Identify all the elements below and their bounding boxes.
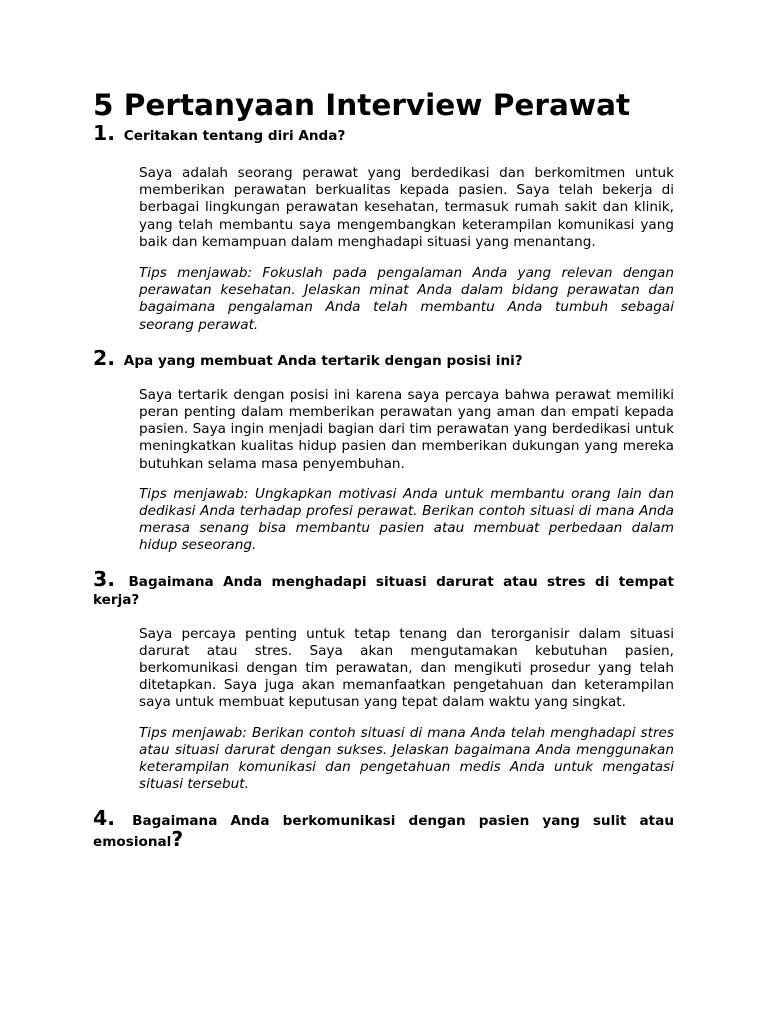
answer-2: Saya tertarik dengan posisi ini karena saya percaya bahwa perawat memiliki peran penting dalam memberikan perawatan yang aman dan empati kepada pasien. Saya ingin menjadi bagian dari tim perawatan yang berdedikasi untuk meningkatkan kualitas hidup pasien dan memberikan dukungan yang mereka butuhkan selama masa penyembuhan.	[139, 386, 674, 472]
question-2-number: 2.	[93, 345, 116, 370]
question-1	[93, 121, 674, 145]
tips-1: Tips menjawab: Fokuslah pada pengalaman Anda yang relevan dengan perawatan kesehatan. Jelaskan minat Anda dalam bidang perawatan dan bagaimana pengalaman Anda telah membantu Anda tumbuh sebagai seorang perawat.	[139, 265, 674, 333]
question-4	[93, 806, 675, 852]
question-1-number: 1.	[93, 121, 116, 145]
document-page	[93, 86, 674, 851]
question-3-text: Bagaimana Anda menghadapi situasi darurat atau stres di tempat kerja?	[93, 573, 675, 608]
question-3-number: 3.	[93, 566, 116, 591]
tips-2: Tips menjawab: Ungkapkan motivasi Anda untuk membantu orang lain dan dedikasi Anda terhadap profesi perawat. Berikan contoh situasi di mana Anda merasa senang bisa membantu pasien atau membuat perbedaan dalam hidup seseorang.	[139, 485, 674, 554]
answer-3: Saya percaya penting untuk tetap tenang dan terorganisir dalam situasi darurat atau stres. Saya akan mengutamakan kebutuhan pasien, berkomunikasi dengan tim perawatan, dan mengikuti prosedur yang telah ditetapkan. Saya juga akan memanfaatkan pengetahuan dan keterampilan saya untuk membuat keputusan yang tepat dalam waktu yang singkat.	[139, 625, 674, 711]
answer-1: Saya adalah seorang perawat yang berdedikasi dan berkomitmen untuk memberikan perawatan berkualitas kepada pasien. Saya telah bekerja di berbagai lingkungan perawatan kesehatan, termasuk rumah sakit dan klinik, yang telah membantu saya mengembangkan keterampilan komunikasi yang baik dan kemampuan dalam menghadapi situasi yang menantang.	[139, 165, 674, 250]
question-4-number: 4.	[93, 806, 116, 831]
question-4-mark: ?	[171, 827, 184, 852]
question-2	[93, 345, 674, 370]
question-3	[93, 566, 675, 609]
page-title: 5 Pertanyaan Interview Perawat	[93, 88, 631, 122]
question-4-text: Bagaimana Anda berkomunikasi dengan pasien yang sulit atau emosional	[93, 813, 675, 851]
question-1-text: Ceritakan tentang diri Anda?	[123, 128, 346, 144]
tips-3: Tips menjawab: Berikan contoh situasi di mana Anda telah menghadapi stres atau situasi darurat dengan sukses. Jelaskan bagaimana Anda menggunakan keterampilan komunikasi dan pengetahuan medis Anda untuk mengatasi situasi tersebut.	[139, 724, 674, 793]
question-2-text: Apa yang membuat Anda tertarik dengan posisi ini?	[123, 352, 523, 369]
